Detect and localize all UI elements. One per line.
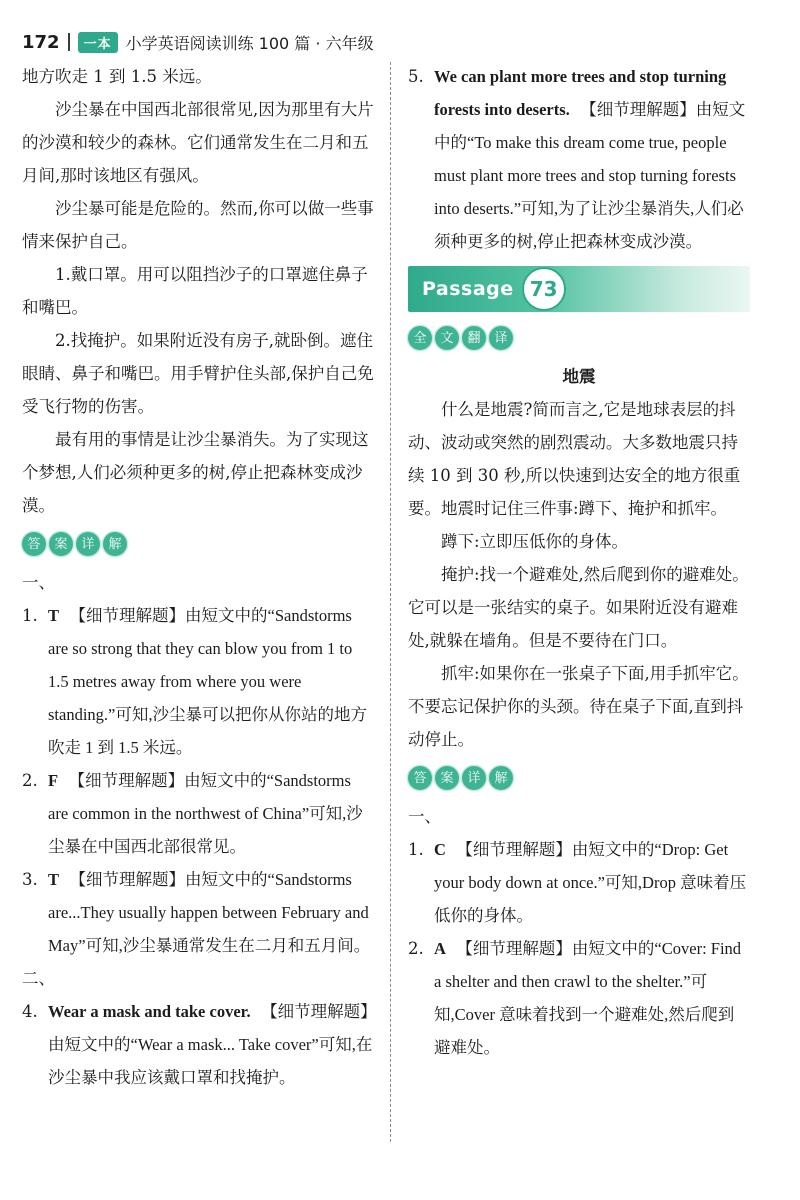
header-divider xyxy=(68,33,70,51)
answer-key: We can plant more trees and stop turning forests into deserts. xyxy=(434,67,727,119)
tag-char: 详 xyxy=(462,766,486,790)
answer-item xyxy=(22,863,374,962)
tag-char: 解 xyxy=(103,532,127,556)
translation-paragraph: 1.戴口罩。用可以阻挡沙子的口罩遮住鼻子和嘴巴。 xyxy=(22,265,368,317)
item-number: 2. xyxy=(408,939,424,958)
translation-paragraph: 最有用的事情是让沙尘暴消失。为了实现这个梦想,人们必须种更多的树,停止把森林变成沙漠。 xyxy=(22,430,369,515)
answer-explanation: 【细节理解题】由短文中的“Sandstorms are...They usually happen between February and May”可知,沙尘暴通常发生在二月和五月间。 xyxy=(48,870,371,955)
translation-paragraph: 什么是地震?简而言之,它是地球表层的抖动、波动或突然的剧烈震动。大多数地震只持续 10 到 30 秒,所以快速到达安全的地方很重要。地震时记住三件事:蹲下、掩护和抓牢。 xyxy=(408,400,741,518)
tag-char: 文 xyxy=(435,326,459,350)
answer-explanation: 【细节理解题】由短文中的“Cover: Find a shelter and then crawl to the shelter.”可知,Cover 意味着找到一个避难处,然后爬到避难处。 xyxy=(434,939,742,1057)
answer-key: A xyxy=(434,939,446,958)
answer-explanation-tag xyxy=(408,758,750,798)
translation-title: 地震 xyxy=(562,367,596,386)
item-number: 5. xyxy=(408,67,424,86)
section-heading: 一、 xyxy=(408,807,441,826)
translation-paragraph: 2.找掩护。如果附近没有房子,就卧倒。遮住眼睛、鼻子和嘴巴。用手臂护住头部,保护自己免受飞行物的伤害。 xyxy=(22,331,374,416)
tag-char: 答 xyxy=(408,766,432,790)
translation-paragraph: 蹲下:立即压低你的身体。 xyxy=(441,532,629,551)
section-heading: 二、 xyxy=(22,969,55,988)
answer-key: F xyxy=(48,771,59,790)
answer-key: C xyxy=(434,840,446,859)
passage-number: 73 xyxy=(522,267,566,311)
translation-paragraph: 抓牢:如果你在一张桌子下面,用手抓牢它。不要忘记保护你的头颈。待在桌子下面,直到抖动停止。 xyxy=(408,664,749,749)
translation-paragraph: 沙尘暴在中国西北部很常见,因为那里有大片的沙漠和较少的森林。它们通常发生在二月和五月间,那时该地区有强风。 xyxy=(22,100,374,185)
tag-char: 详 xyxy=(76,532,100,556)
right-column xyxy=(408,60,750,1064)
answer-item xyxy=(22,995,374,1094)
page-number: 172 xyxy=(22,31,60,53)
tag-char: 译 xyxy=(489,326,513,350)
answer-item xyxy=(22,764,374,863)
translation-paragraph: 掩护:找一个避难处,然后爬到你的避难处。它可以是一张结实的桌子。如果附近没有避难处,就躲在墙角。但是不要待在门口。 xyxy=(408,565,749,650)
tag-char: 全 xyxy=(408,326,432,350)
item-number: 1. xyxy=(408,840,424,859)
answer-key: T xyxy=(48,606,60,625)
answer-key: Wear a mask and take cover. xyxy=(48,1002,251,1021)
section-heading: 一、 xyxy=(22,573,55,592)
tag-char: 翻 xyxy=(462,326,486,350)
answer-key: T xyxy=(48,870,60,889)
passage-label: Passage xyxy=(422,277,514,300)
tag-char: 案 xyxy=(435,766,459,790)
passage-banner xyxy=(408,266,750,312)
answer-explanation-tag xyxy=(22,524,374,564)
tag-char: 解 xyxy=(489,766,513,790)
answer-item xyxy=(408,833,750,932)
answer-explanation: 【细节理解题】由短文中的“Sandstorms are common in the northwest of China”可知,沙尘暴在中国西北部很常见。 xyxy=(48,771,363,856)
answer-explanation: 【细节理解题】由短文中的“To make this dream come true, people must plant more trees and stop turning forests into deserts.”可知,为了让沙尘暴消失,人们必须种更多的树,停止把森林变成沙漠。 xyxy=(434,100,746,251)
left-column xyxy=(22,60,374,1094)
answer-item xyxy=(408,60,750,258)
answer-explanation: 【细节理解题】由短文中的“Drop: Get your body down at once.”可知,Drop 意味着压低你的身体。 xyxy=(434,840,747,925)
item-number: 3. xyxy=(22,870,38,889)
item-number: 1. xyxy=(22,606,38,625)
tag-char: 案 xyxy=(49,532,73,556)
answer-item xyxy=(408,932,750,1064)
answer-explanation: 【细节理解题】由短文中的“Sandstorms are so strong that they can blow you from 1 to 1.5 metres away from where you were standing.”可知,沙尘暴可以把你从你站的地方吹走 1 到 1.5 米远。 xyxy=(48,606,367,757)
translation-paragraph: 沙尘暴可能是危险的。然而,你可以做一些事情来保护自己。 xyxy=(22,199,374,251)
full-translation-tag xyxy=(408,318,750,358)
answer-item xyxy=(22,599,374,764)
page-header xyxy=(22,28,374,56)
item-number: 2. xyxy=(22,771,38,790)
item-number: 4. xyxy=(22,1002,38,1021)
translation-paragraph: 地方吹走 1 到 1.5 米远。 xyxy=(22,67,212,86)
book-title: 小学英语阅读训练 100 篇 · 六年级 xyxy=(125,33,374,53)
column-divider xyxy=(390,62,391,1142)
tag-char: 答 xyxy=(22,532,46,556)
answer-explanation: 【细节理解题】由短文中的“Wear a mask... Take cover”可知,在沙尘暴中我应该戴口罩和找掩护。 xyxy=(48,1002,373,1087)
brand-logo: 一本 xyxy=(78,32,118,53)
